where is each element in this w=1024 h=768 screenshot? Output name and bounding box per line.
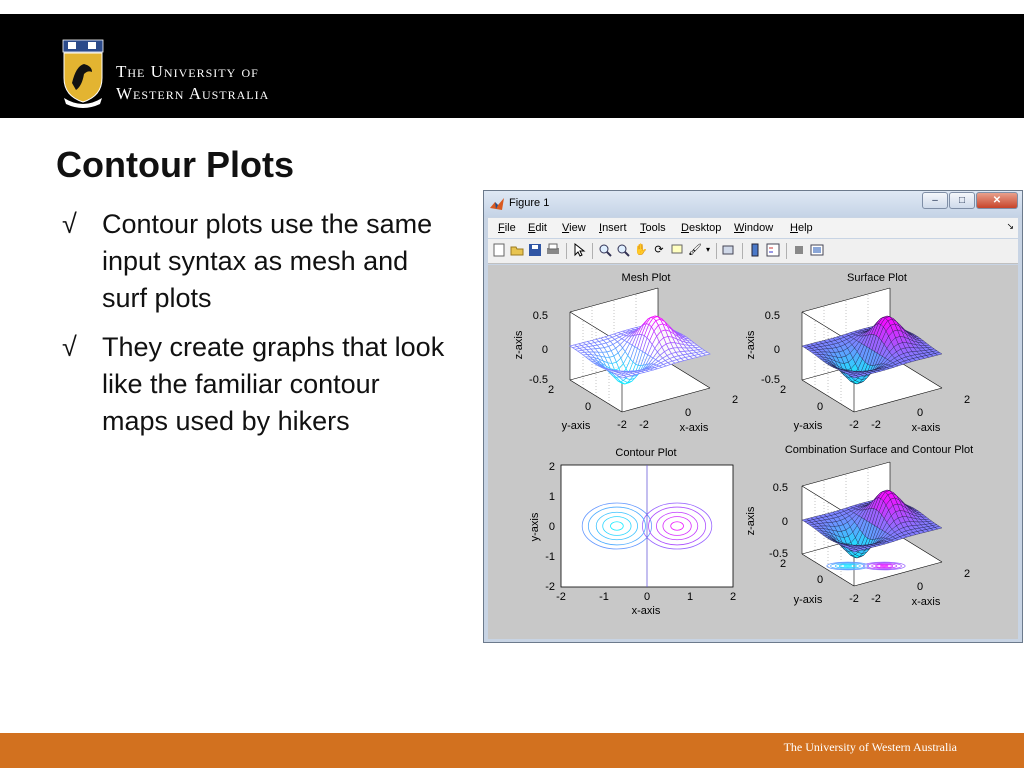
surface-ztick: 0 xyxy=(773,344,780,356)
bullet-item xyxy=(62,206,447,317)
window-controls xyxy=(921,192,1018,210)
menu-edit[interactable]: Edit xyxy=(528,222,547,234)
data-cursor-icon[interactable] xyxy=(670,243,684,257)
surface-xlabel: x-axis xyxy=(911,422,941,434)
surface-ztick: 0.5 xyxy=(764,310,780,322)
contour-ytick: -1 xyxy=(545,551,555,563)
legend-icon[interactable] xyxy=(766,243,780,257)
subplot-canvas xyxy=(488,265,1018,639)
mesh-xtick: 0 xyxy=(684,407,692,419)
mesh-ztick: 0.5 xyxy=(532,310,548,322)
combination-ytick: 2 xyxy=(779,558,787,570)
combination-plot-title: Combination Surface and Contour Plot xyxy=(784,444,974,456)
combination-ytick: -2 xyxy=(849,593,859,605)
surface-ytick: 0 xyxy=(816,401,824,413)
menu-window[interactable]: Window xyxy=(734,222,774,234)
brush-icon[interactable]: 🖌 xyxy=(688,244,702,256)
save-icon[interactable] xyxy=(528,243,542,257)
contour-ytick: -2 xyxy=(545,581,555,593)
surface-zlabel: z-axis xyxy=(745,330,757,360)
subplot-contour[interactable] xyxy=(529,447,736,617)
mesh-ylabel: y-axis xyxy=(561,420,591,432)
menu-bar xyxy=(488,218,1018,238)
contour-xlabel: x-axis xyxy=(631,605,661,617)
figure-toolbar xyxy=(488,239,1018,264)
close-button[interactable]: ✕ xyxy=(976,192,1018,209)
bullet-list xyxy=(62,206,447,452)
bullet-item xyxy=(62,329,447,440)
menu-view[interactable]: View xyxy=(562,222,586,234)
mesh-ztick: -0.5 xyxy=(529,374,548,386)
university-name-line1: The University of xyxy=(116,62,259,81)
surface-ytick: -2 xyxy=(849,419,859,431)
combination-ztick: 0 xyxy=(781,516,788,528)
show-tools-icon[interactable] xyxy=(810,243,824,257)
contour-xtick: -1 xyxy=(599,591,609,603)
combination-ztick: 0.5 xyxy=(772,482,788,494)
combination-xtick: 0 xyxy=(916,581,924,593)
mesh-ytick: 2 xyxy=(547,384,555,396)
menu-desktop[interactable]: Desktop xyxy=(681,222,722,234)
subplot-mesh[interactable] xyxy=(513,272,738,434)
surface-xtick: -2 xyxy=(871,419,881,431)
link-icon[interactable] xyxy=(722,243,736,257)
combination-ytick: 0 xyxy=(816,574,824,586)
mesh-xtick: 2 xyxy=(731,394,739,406)
zoom-in-icon[interactable] xyxy=(598,243,612,257)
zoom-out-icon[interactable] xyxy=(616,243,630,257)
maximize-button[interactable]: □ xyxy=(949,192,975,209)
slide-title: Contour Plots xyxy=(56,144,294,185)
checkmark-bullet-icon: √ xyxy=(62,332,77,362)
subplot-surface-contour[interactable] xyxy=(745,444,973,608)
mesh-ytick: -2 xyxy=(617,419,627,431)
open-icon[interactable] xyxy=(510,243,524,257)
contour-plot-title: Contour Plot xyxy=(615,447,677,459)
checkmark-bullet-icon: √ xyxy=(62,209,77,239)
footer-band xyxy=(0,733,1024,768)
surface-ylabel: y-axis xyxy=(793,420,823,432)
new-figure-icon[interactable] xyxy=(492,243,506,257)
subplot-surface[interactable] xyxy=(745,272,970,434)
contour-ytick: 0 xyxy=(548,521,555,533)
university-name xyxy=(116,61,269,105)
menu-overflow-icon[interactable]: ↘ xyxy=(1006,221,1014,231)
minimize-button[interactable]: – xyxy=(922,192,948,209)
combination-xtick: 2 xyxy=(963,568,971,580)
menu-insert[interactable]: Insert xyxy=(599,222,627,234)
footer-text: The University of Western Australia xyxy=(783,740,957,754)
mesh-zlabel: z-axis xyxy=(513,330,525,360)
surface-ytick: 2 xyxy=(779,384,787,396)
surface-plot-title: Surface Plot xyxy=(847,272,907,284)
plot-area xyxy=(488,265,1018,639)
figure-window xyxy=(483,190,1023,643)
contour-xtick: -2 xyxy=(556,591,566,603)
combination-xtick: -2 xyxy=(871,593,881,605)
contour-ytick: 2 xyxy=(548,461,555,473)
university-name-line2: Western Australia xyxy=(116,84,270,103)
figure-title: Figure 1 xyxy=(509,197,550,209)
matlab-logo-icon xyxy=(489,196,505,212)
contour-xtick: 2 xyxy=(729,591,737,603)
contour-xtick: 0 xyxy=(643,591,651,603)
combination-xlabel: x-axis xyxy=(911,596,941,608)
colorbar-icon[interactable] xyxy=(748,243,762,257)
menu-help[interactable]: Help xyxy=(790,222,813,234)
mesh-xtick: -2 xyxy=(639,419,649,431)
combination-ztick: -0.5 xyxy=(769,548,788,560)
contour-ytick: 1 xyxy=(548,491,555,503)
surface-ztick: -0.5 xyxy=(761,374,780,386)
menu-tools[interactable]: Tools xyxy=(640,222,666,234)
bullet-text: They create graphs that look like the familiar contour maps used by hikers xyxy=(102,332,445,436)
combination-ylabel: y-axis xyxy=(793,594,823,606)
brush-dropdown-icon[interactable]: ▾ xyxy=(705,245,710,254)
mesh-ztick: 0 xyxy=(541,344,548,356)
pan-icon[interactable]: ✋ xyxy=(634,244,648,256)
mesh-plot-title: Mesh Plot xyxy=(621,272,671,284)
rotate-icon[interactable]: ⟳ xyxy=(654,244,664,256)
figure-titlebar[interactable] xyxy=(484,191,1022,217)
hide-tools-icon[interactable] xyxy=(792,243,806,257)
contour-xtick: 1 xyxy=(686,591,694,603)
contour-ylabel: y-axis xyxy=(529,512,541,542)
header-band xyxy=(0,14,1024,118)
mesh-ytick: 0 xyxy=(584,401,592,413)
bullet-text: Contour plots use the same input syntax as mesh and surf plots xyxy=(102,209,433,313)
surface-xtick: 0 xyxy=(916,407,924,419)
menu-file[interactable]: File xyxy=(498,222,516,234)
surface-xtick: 2 xyxy=(963,394,971,406)
combination-zlabel: z-axis xyxy=(745,506,757,536)
pointer-icon[interactable] xyxy=(572,243,586,257)
university-crest-logo xyxy=(62,38,104,108)
mesh-xlabel: x-axis xyxy=(679,422,709,434)
print-icon[interactable] xyxy=(546,243,560,257)
